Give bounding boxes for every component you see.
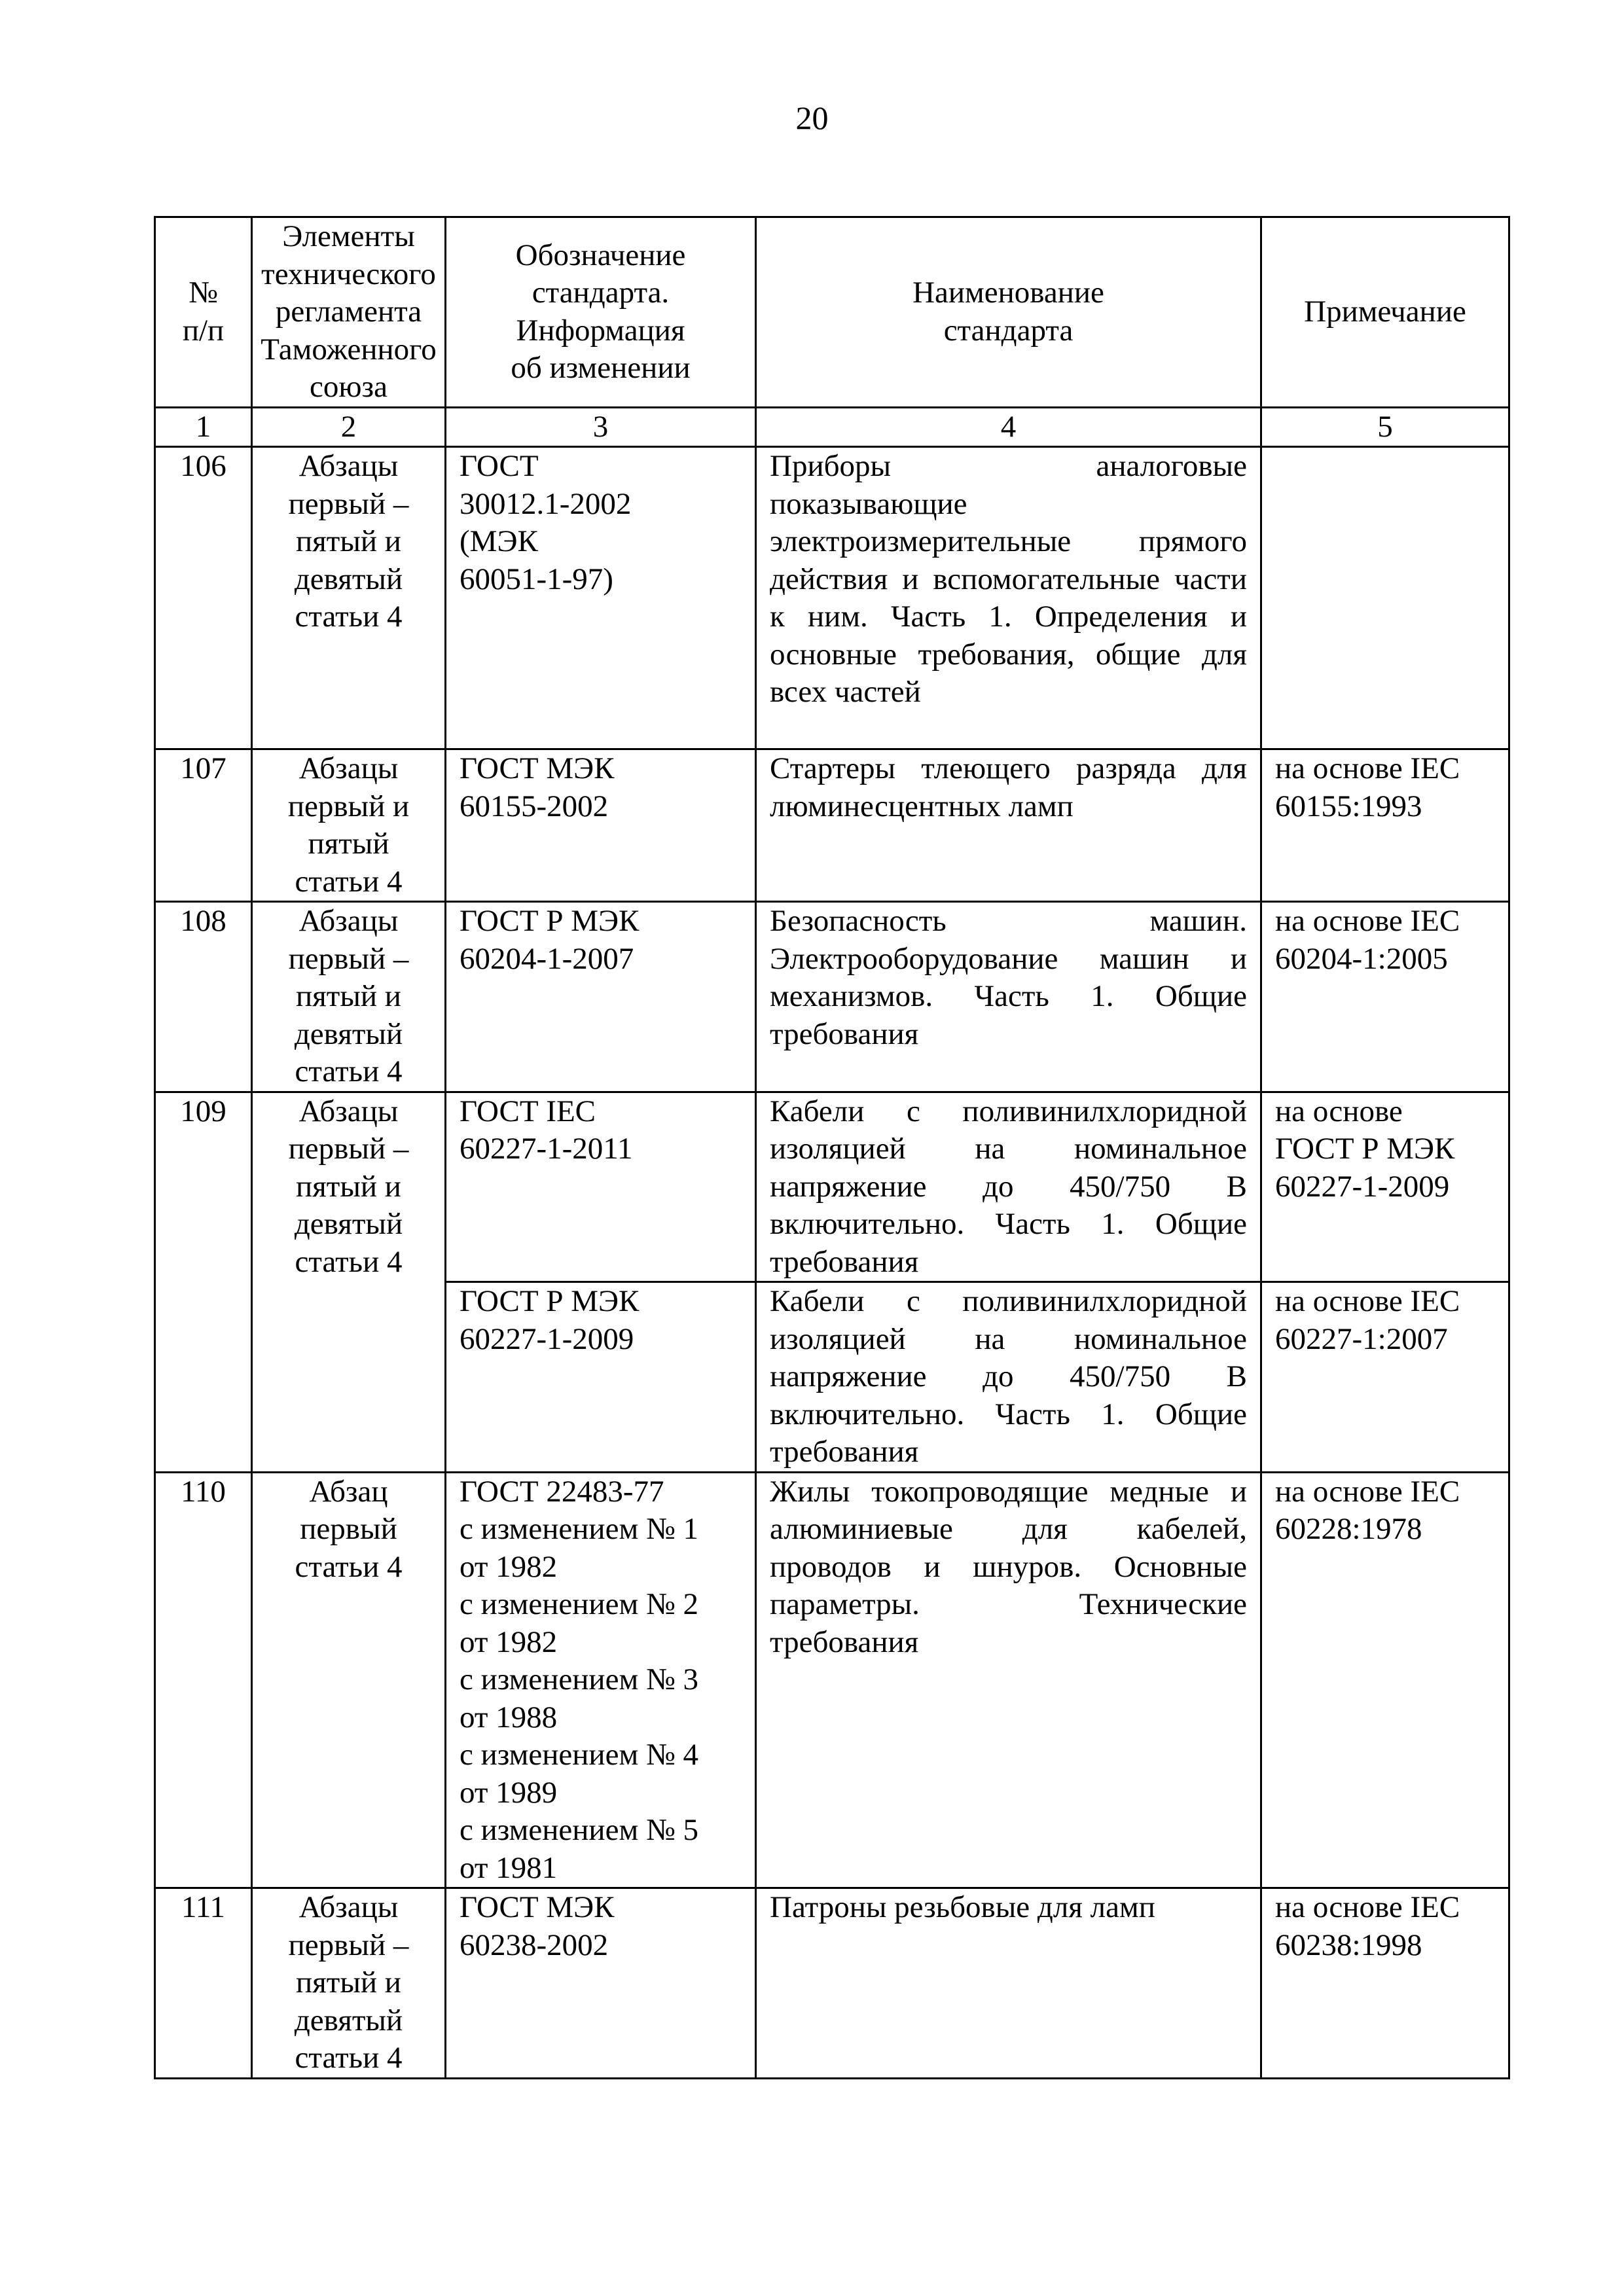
row-note: на основе IEC 60204-1:2005 [1261, 902, 1509, 1092]
row-elements: Абзацы первый и пятый статьи 4 [252, 749, 446, 902]
column-number: 3 [446, 407, 756, 447]
row-elements: Абзац первый статьи 4 [252, 1472, 446, 1888]
row-note: на основе ГОСТ Р МЭК 60227-1-2009 [1261, 1092, 1509, 1282]
row-note: на основе IEC 60238:1998 [1261, 1888, 1509, 2079]
column-numbers-row [155, 407, 1509, 447]
row-note: на основе IEC 60227-1:2007 [1261, 1282, 1509, 1473]
row-note [1261, 447, 1509, 749]
row-number: 110 [155, 1472, 252, 1888]
row-standard-name: Кабели с поливинилхлоридной изоляцией на номинальное напряжение до 450/750 В включительно. Часть 1. Общие требования [756, 1092, 1261, 1282]
header-designation: Обозначение стандарта. Информация об изменении [446, 217, 756, 408]
column-number: 2 [252, 407, 446, 447]
row-elements: Абзацы первый – пятый и девятый статьи 4 [252, 447, 446, 749]
standards-table [154, 216, 1510, 2079]
table-row [155, 749, 1509, 902]
column-number: 1 [155, 407, 252, 447]
column-number: 4 [756, 407, 1261, 447]
column-number: 5 [1261, 407, 1509, 447]
row-number: 107 [155, 749, 252, 902]
row-designation: ГОСТ IEC 60227-1-2011 [446, 1092, 756, 1282]
row-number: 108 [155, 902, 252, 1092]
row-note: на основе IEC 60228:1978 [1261, 1472, 1509, 1888]
row-standard-name: Приборы аналоговые показывающие электроизмерительные прямого действия и вспомогательные части к ним. Часть 1. Определения и основные требования, общие для всех частей [756, 447, 1261, 749]
row-designation: ГОСТ 30012.1-2002 (МЭК 60051-1-97) [446, 447, 756, 749]
row-number: 106 [155, 447, 252, 749]
header-note: Примечание [1261, 217, 1509, 408]
row-number: 109 [155, 1092, 252, 1472]
row-standard-name: Стартеры тлеющего разряда для люминесцентных ламп [756, 749, 1261, 902]
row-standard-name: Патроны резьбовые для ламп [756, 1888, 1261, 2079]
table-row [155, 1092, 1509, 1282]
row-designation: ГОСТ Р МЭК 60204-1-2007 [446, 902, 756, 1092]
row-standard-name: Жилы токопроводящие медные и алюминиевые для кабелей, проводов и шнуров. Основные параметры. Технические требования [756, 1472, 1261, 1888]
table-row [155, 1472, 1509, 1888]
row-number: 111 [155, 1888, 252, 2079]
row-elements: Абзацы первый – пятый и девятый статьи 4 [252, 1092, 446, 1472]
row-elements: Абзацы первый – пятый и девятый статьи 4 [252, 1888, 446, 2079]
table-header-row [155, 217, 1509, 408]
row-note: на основе IEC 60155:1993 [1261, 749, 1509, 902]
row-designation: ГОСТ 22483-77 с изменением № 1 от 1982 с изменением № 2 от 1982 с изменением № 3 от 1988 с изменением № 4 от 1989 с изменением № 5 от 1981 [446, 1472, 756, 1888]
table-row [155, 1888, 1509, 2079]
row-designation: ГОСТ МЭК 60155-2002 [446, 749, 756, 902]
header-name: Наименование стандарта [756, 217, 1261, 408]
page-number: 20 [795, 99, 829, 136]
header-number: № п/п [155, 217, 252, 408]
table-row [155, 447, 1509, 749]
row-elements: Абзацы первый – пятый и девятый статьи 4 [252, 902, 446, 1092]
table-row [155, 902, 1509, 1092]
header-elements: Элементы технического регламента Таможенного союза [252, 217, 446, 408]
row-designation: ГОСТ МЭК 60238-2002 [446, 1888, 756, 2079]
row-standard-name: Кабели с поливинилхлоридной изоляцией на номинальное напряжение до 450/750 В включительно. Часть 1. Общие требования [756, 1282, 1261, 1473]
row-designation: ГОСТ Р МЭК 60227-1-2009 [446, 1282, 756, 1473]
row-standard-name: Безопасность машин. Электрооборудование машин и механизмов. Часть 1. Общие требования [756, 902, 1261, 1092]
